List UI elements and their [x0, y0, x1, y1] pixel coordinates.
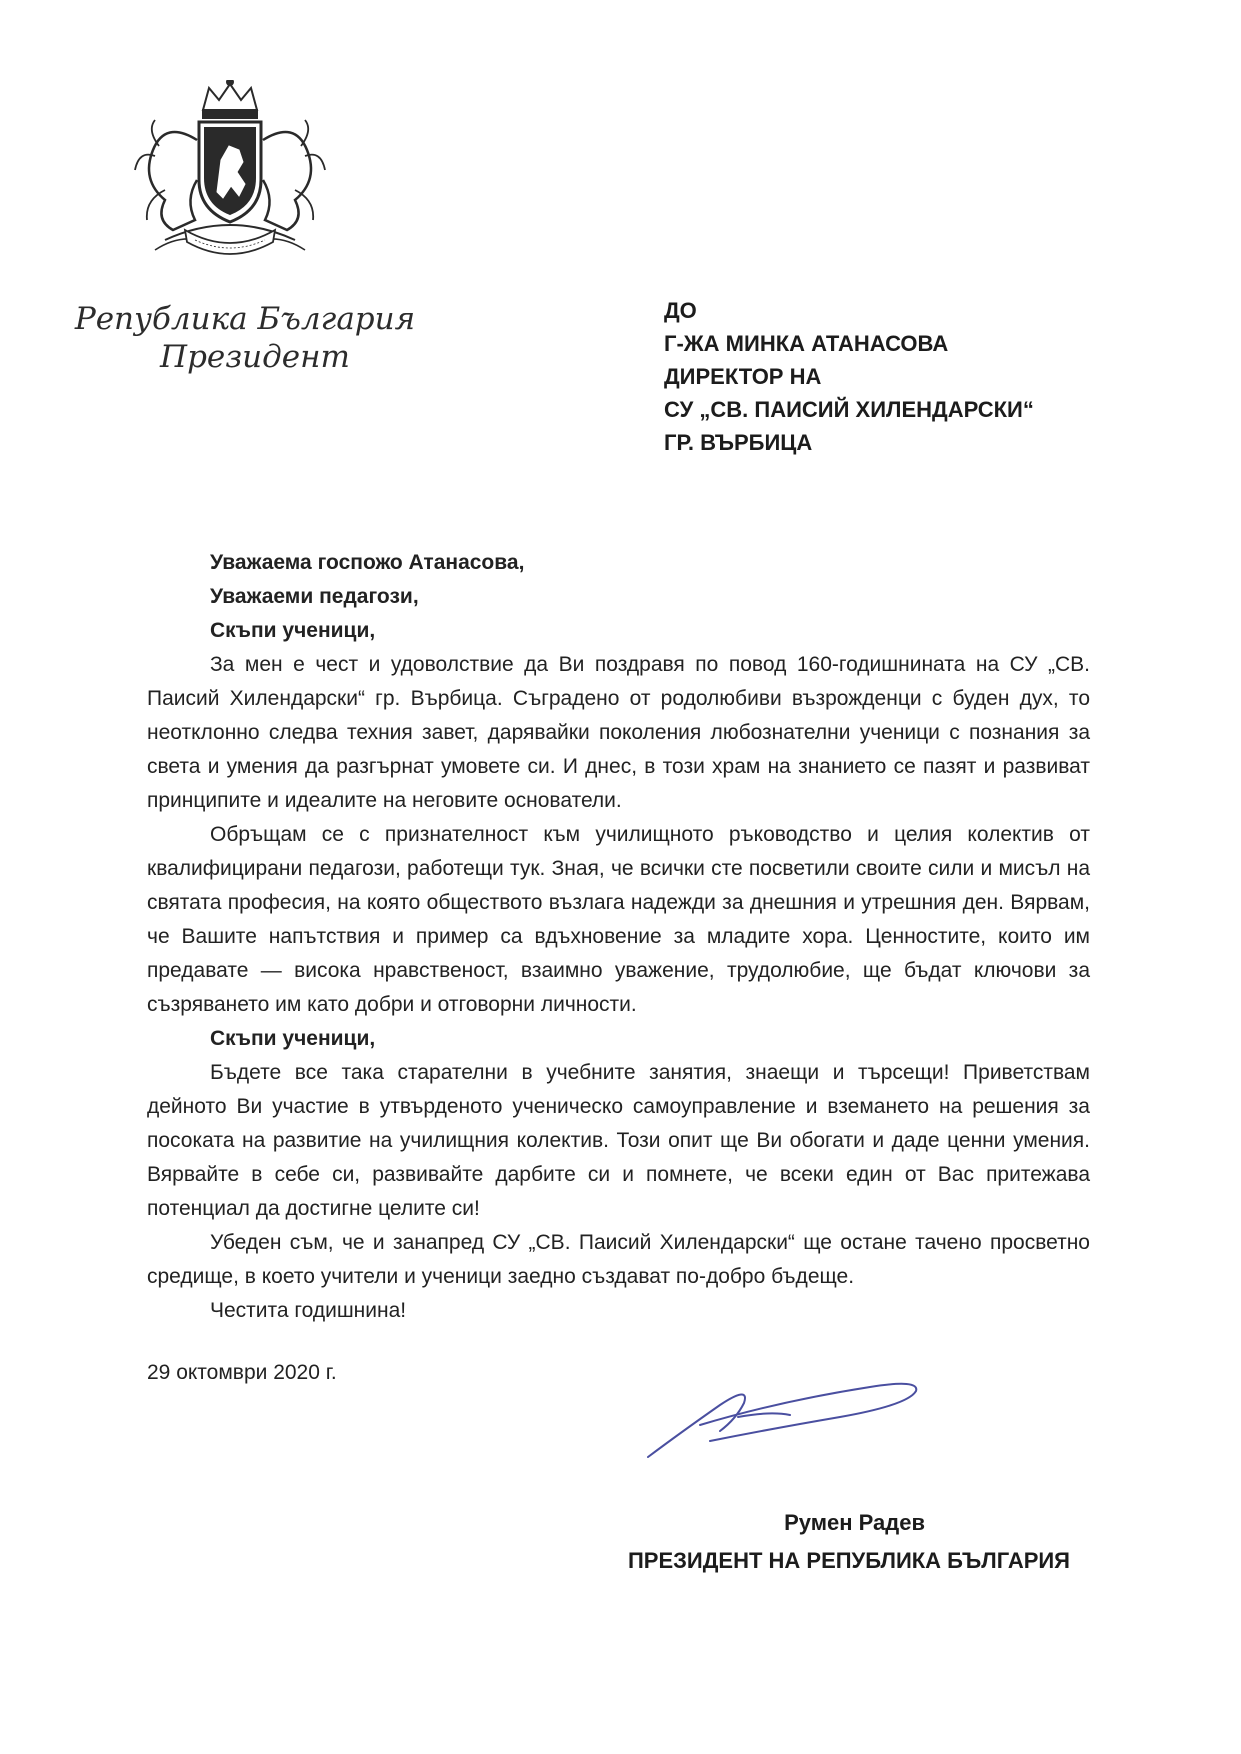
recipient-line: СУ „СВ. ПАИСИЙ ХИЛЕНДАРСКИ“ [664, 397, 1034, 422]
closing-greeting: Честита годишнина! [210, 1299, 407, 1322]
letterhead-country: Република България [74, 301, 416, 337]
coat-of-arms-icon [125, 80, 335, 270]
letter-body [147, 546, 1090, 1328]
signer-block [600, 1504, 1070, 1580]
recipient-line: ГР. ВЪРБИЦА [664, 430, 813, 455]
salutation: Уважаема госпожо Атанасова, [210, 551, 525, 574]
signer-name: Румен Радев [784, 1510, 925, 1535]
recipient-block [664, 294, 1224, 459]
recipient-line: ДИРЕКТОР НА [664, 364, 822, 389]
signature-icon [640, 1345, 940, 1465]
recipient-line: Г-ЖА МИНКА АТАНАСОВА [664, 331, 949, 356]
paragraph-future: Убеден съм, че и занапред СУ „СВ. Паисий Хилендарски“ ще остане тачено просветно средище, в което учители и ученици заедно създават по-добро бъдеще. [147, 1231, 1090, 1288]
salutation: Уважаеми педагози, [210, 585, 419, 608]
letterhead-office: Президент [160, 339, 350, 375]
paragraph-students: Бъдете все така старателни в учебните занятия, знаещи и търсещи! Приветствам дейното Ви участие в утвърденото ученическо самоуправление и вземането на решения за посоката на развитие на училищния колектив. Този опит ще Ви обогати и даде ценни умения. Вярвайте в себе си, развивайте дарбите си и помнете, че всеки един от Вас притежава потенциал да достигне целите си! [147, 1061, 1090, 1220]
paragraph-anniversary: За мен е чест и удоволствие да Ви поздравя по повод 160-годишнината на СУ „СВ. Паисий Хилендарски“ гр. Върбица. Съградено от родолюбиви възрожденци с буден дух, то неотклонно следва техния завет, дарявайки поколения любознателни ученици с познания за света и умения да разгърнат умовете си. И днес, в този храм на знанието се пазят и развиват принципите и идеалите на неговите основатели. [147, 653, 1090, 812]
salutation: Скъпи ученици, [210, 619, 376, 642]
letter-date: 29 октомври 2020 г. [147, 1361, 337, 1384]
signer-title: ПРЕЗИДЕНТ НА РЕПУБЛИКА БЪЛГАРИЯ [627, 1548, 1070, 1573]
letterhead [40, 300, 450, 376]
salutation-students: Скъпи ученици, [210, 1027, 376, 1050]
paragraph-teachers: Обръщам се с признателност към училищното ръководство и целия колектив от квалифицирани педагози, работещи тук. Зная, че всички сте посветили своите сили и мисъл на святата професия, на която обществото възлага надежди за днешния и утрешния ден. Вярвам, че Вашите напътствия и пример са вдъхновение за младите хора. Ценностите, които им предавате — висока нравственост, взаимно уважение, трудолюбие, ще бъдат ключови за съзряването им като добри и отговорни личности. [147, 823, 1090, 1016]
recipient-line: ДО [664, 298, 697, 323]
